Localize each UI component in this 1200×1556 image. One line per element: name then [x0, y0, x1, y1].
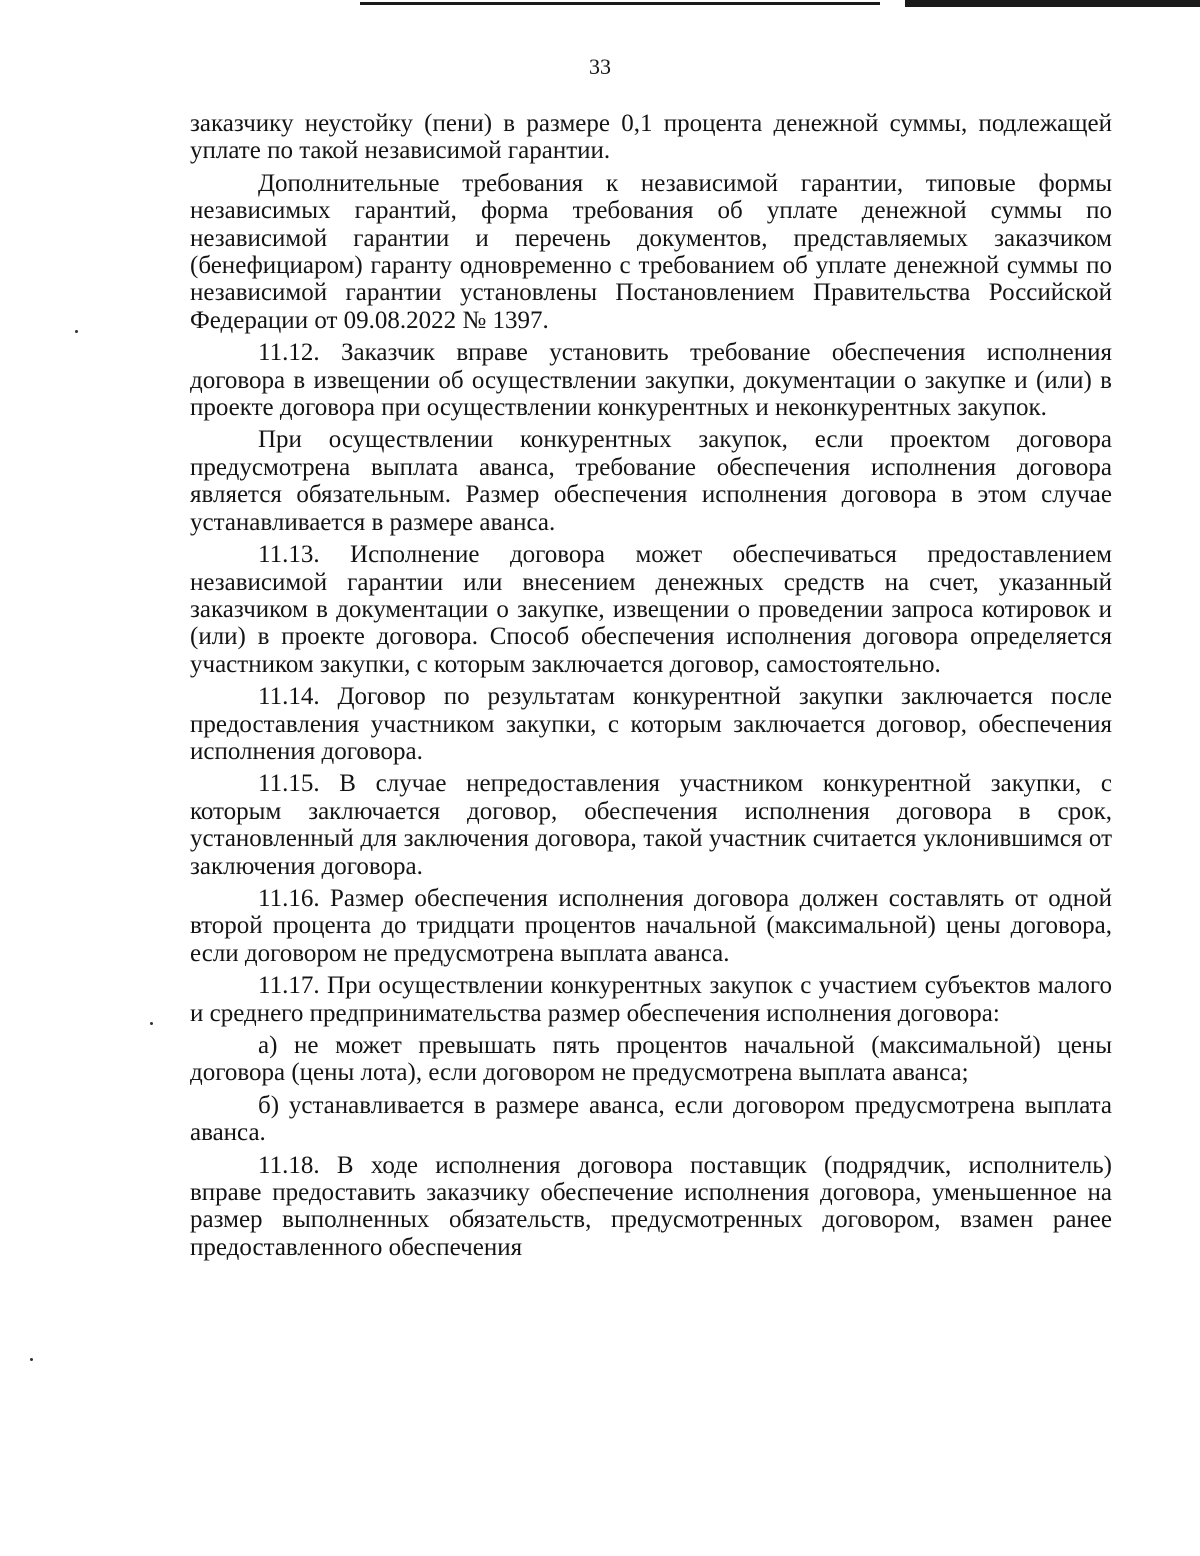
page-number: 33: [589, 54, 611, 79]
paragraph-11-18: 11.18. В ходе исполнения договора поставщик (подрядчик, исполнитель) вправе предоставить заказчику обеспечение исполнения договора, уменьшенное на размер выполненных обязательств, предусмотренных договором, взамен ранее предоставленного обеспечения: [190, 1151, 1112, 1261]
list-item-a: а) не может превышать пять процентов начальной (максимальной) цены договора (цены лота), если договором не предусмотрена выплата аванса;: [190, 1032, 1112, 1087]
paragraph-11-13: 11.13. Исполнение договора может обеспечиваться предоставлением независимой гарантии или внесением денежных средств на счет, указанный заказчиком в документации о закупке, извещении о проведении запроса котировок и (или) в проекте договора. Способ обеспечения исполнения договора определяется участником закупки, с которым заключается договор, самостоятельно.: [190, 541, 1112, 678]
paragraph-advance-security: При осуществлении конкурентных закупок, если проектом договора предусмотрена выплата аванса, требование обеспечения исполнения договора является обязательным. Размер обеспечения исполнения договора в этом случае устанавливается в размере аванса.: [190, 426, 1112, 536]
paragraph-additional-requirements: Дополнительные требования к независимой гарантии, типовые формы независимых гарантий, форма требования об уплате денежной суммы по независимой гарантии и перечень документов, представляемых заказчиком (бенефициаром) гаранту одновременно с требованием об уплате денежной суммы по независимой гарантии установлены Постановлением Правительства Российской Федерации от 09.08.2022 № 1397.: [190, 169, 1112, 334]
document-body: [190, 110, 1112, 1266]
paragraph-11-17: 11.17. При осуществлении конкурентных закупок с участием субъектов малого и среднего предпринимательства размер обеспечения исполнения договора:: [190, 972, 1112, 1027]
scan-speck: [75, 330, 78, 333]
list-item-b: б) устанавливается в размере аванса, если договором предусмотрена выплата аванса.: [190, 1091, 1112, 1147]
paragraph-continuation: заказчику неустойку (пени) в размере 0,1 процента денежной суммы, подлежащей уплате по такой независимой гарантии.: [190, 110, 1112, 165]
paragraph-11-15: 11.15. В случае непредоставления участником конкурентной закупки, с которым заключается договор, обеспечения исполнения договора в срок, установленный для заключения договора, такой участник считается уклонившимся от заключения договора.: [190, 770, 1112, 880]
paragraph-11-14: 11.14. Договор по результатам конкурентной закупки заключается после предоставления участником закупки, с которым заключается договор, обеспечения исполнения договора.: [190, 683, 1112, 765]
scan-edge-mark: [360, 2, 880, 5]
scan-speck: [30, 1358, 33, 1361]
paragraph-11-12: 11.12. Заказчик вправе установить требование обеспечения исполнения договора в извещении об осуществлении закупки, документации о закупке и (или) в проекте договора при осуществлении конкурентных и неконкурентных закупок.: [190, 339, 1112, 422]
paragraph-11-16: 11.16. Размер обеспечения исполнения договора должен составлять от одной второй процента до тридцати процентов начальной (максимальной) цены договора, если договором не предусмотрена выплата аванса.: [190, 884, 1112, 967]
scan-edge-mark: [905, 0, 1200, 7]
scan-speck: [150, 1022, 153, 1025]
